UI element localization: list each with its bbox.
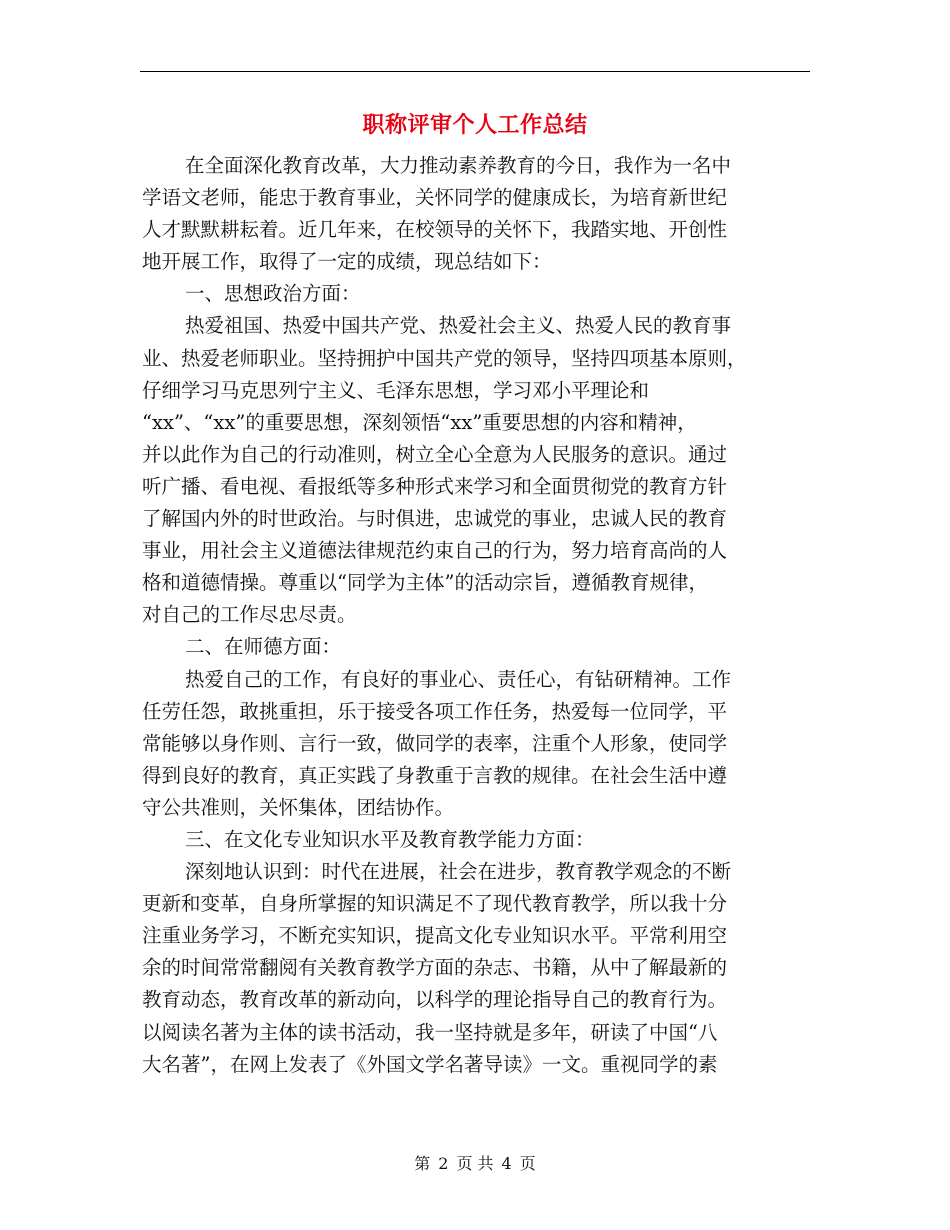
footer-total-pages: 4 (501, 1154, 512, 1173)
text-line: 守公共准则，关怀集体，团结协作。 (142, 795, 455, 819)
text-line: 事业，用社会主义道德法律规范约束自己的行为，努力培育高尚的人 (142, 539, 728, 563)
page-footer (0, 1152, 950, 1176)
text-line: 三、在文化专业知识水平及教育教学能力方面： (185, 827, 595, 851)
text-line: 大名著”，在网上发表了《外国文学名著导读》一文。重视同学的素 (142, 1052, 718, 1076)
text-line: 以阅读名著为主体的读书活动，我一坚持就是多年，研读了中国“八 (142, 1020, 718, 1044)
text-line: 深刻地认识到：时代在进展，社会在进步，教育教学观念的不断 (185, 860, 732, 884)
text-line: 热爱自己的工作，有良好的事业心、责任心，有钻研精神。工作 (185, 667, 732, 691)
text-line: 地开展工作，取得了一定的成绩，现总结如下： (142, 250, 552, 274)
footer-suffix: 页 (519, 1154, 536, 1173)
text-line: 一、思想政治方面： (185, 282, 361, 306)
text-line: 常能够以身作则、言行一致，做同学的表率，注重个人形象，使同学 (142, 731, 728, 755)
text-line: 对自己的工作尽忠尽责。 (142, 603, 357, 627)
text-line: 二、在师德方面： (185, 635, 342, 659)
footer-current-page: 2 (438, 1154, 449, 1173)
text-line: 余的时间常常翻阅有关教育教学方面的杂志、书籍，从中了解最新的 (142, 956, 728, 980)
text-line: 人才默默耕耘着。近几年来，在校领导的关怀下，我踏实地、开创性 (142, 218, 728, 242)
text-line: 任劳任怨，敢挑重担，乐于接受各项工作任务，热爱每一位同学，平 (142, 699, 728, 723)
text-line: 并以此作为自己的行动准则，树立全心全意为人民服务的意识。通过 (142, 442, 728, 466)
document-body (142, 150, 806, 1081)
text-line: 听广播、看电视、看报纸等多种形式来学习和全面贯彻党的教育方针 (142, 474, 728, 498)
text-line: 得到良好的教育，真正实践了身教重于言教的规律。在社会生活中遵 (142, 763, 728, 787)
text-line: 注重业务学习，不断充实知识，提高文化专业知识水平。平常利用空 (142, 924, 728, 948)
footer-middle: 页 共 (456, 1154, 494, 1173)
text-line: 更新和变革，自身所掌握的知识满足不了现代教育教学，所以我十分 (142, 892, 728, 916)
text-line: 格和道德情操。尊重以“同学为主体”的活动宗旨，遵循教育规律， (142, 571, 708, 595)
text-line: 了解国内外的时世政治。与时俱进，忠诚党的事业，忠诚人民的教育 (142, 507, 728, 531)
text-line: 在全面深化教育改革，大力推动素养教育的今日，我作为一名中 (185, 154, 732, 177)
text-line: 教育动态，教育改革的新动向，以科学的理论指导自己的教育行为。 (142, 988, 728, 1012)
document-title: 职称评审个人工作总结 (362, 112, 588, 138)
text-line: “xx”、“xx”的重要思想，深刻领悟“xx”重要思想的内容和精神， (142, 410, 697, 434)
text-line: 学语文老师，能忠于教育事业，关怀同学的健康成长，为培育新世纪 (142, 186, 728, 210)
header-rule (140, 71, 810, 72)
text-line: 热爱祖国、热爱中国共产党、热爱社会主义、热爱人民的教育事 (185, 314, 732, 338)
text-line: 业、热爱老师职业。坚持拥护中国共产党的领导，坚持四项基本原则， (142, 346, 747, 370)
text-line: 仔细学习马克思列宁主义、毛泽东思想，学习邓小平理论和 (142, 378, 650, 402)
footer-prefix: 第 (414, 1154, 431, 1173)
